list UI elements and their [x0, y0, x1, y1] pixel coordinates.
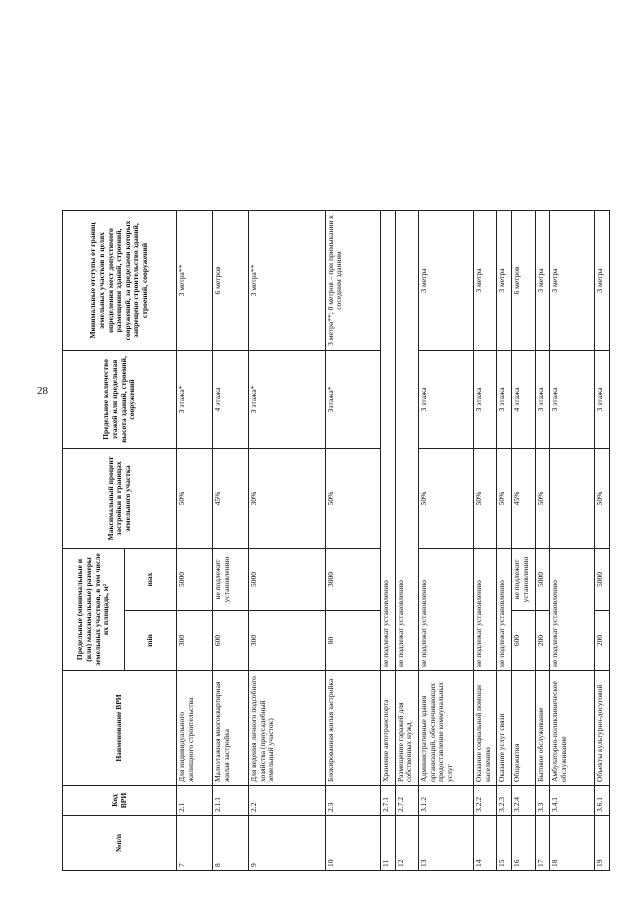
row-floors: 3 этажа*: [249, 350, 325, 448]
row-percent: 50%: [535, 448, 550, 548]
header-sizes: Предельные (минимальные и (или) максимальные) размеры земельных участков, в том числе их площадь, м²: [63, 548, 125, 670]
table-row: [418, 20, 473, 870]
row-percent: 50%: [474, 448, 497, 548]
row-num: 11: [380, 816, 395, 871]
row-floors: 3 этажа: [474, 350, 497, 448]
table-row: [535, 20, 550, 870]
row-code: 3.2.4: [512, 786, 535, 816]
row-name: Для индивидуального жилищного строительства: [177, 671, 213, 786]
row-setback: 3 метра: [497, 210, 512, 350]
row-min: 300: [177, 611, 213, 671]
row-setback: 3 метра**: [249, 210, 325, 350]
row-setback: 3 метра: [418, 210, 473, 350]
row-code: 3.2.3: [497, 786, 512, 816]
row-percent: 50%: [177, 448, 213, 548]
row-name: Для ведения личного подсобного хозяйства (приусадебный земельный участок): [249, 671, 325, 786]
row-name: Объекты культурно-досуговой: [595, 671, 610, 786]
row-max: 5000: [177, 548, 213, 610]
row-percent: 30%: [249, 448, 325, 548]
row-code: 3.1.2: [418, 786, 473, 816]
row-min: 80: [325, 611, 380, 671]
row-name: Размещение гаражей для собственных нужд: [395, 671, 418, 786]
row-num: 19: [595, 816, 610, 871]
row-sizes: не подлежат установлению: [418, 548, 473, 670]
row-min: 300: [249, 611, 325, 671]
row-min: 200: [595, 611, 610, 671]
row-sizes: не подлежат установлению: [497, 548, 512, 670]
row-setback: 3 метра**: [177, 210, 213, 350]
row-max: 5000: [249, 548, 325, 610]
row-max: 5000: [595, 548, 610, 610]
table-row: [177, 20, 213, 870]
row-percent: 50%: [497, 448, 512, 548]
row-floors: 3 этажа: [595, 350, 610, 448]
header-row: [63, 20, 125, 870]
header-percent: Максимальный процент застройки в границах земельного участка: [63, 448, 177, 548]
row-percent: 45%: [512, 448, 535, 548]
row-floors: 3 этажа: [497, 350, 512, 448]
table-row: [249, 20, 325, 870]
row-code: 2.7.1: [380, 786, 395, 816]
header-min: min: [125, 611, 177, 671]
row-max: не подлежит установлению: [213, 548, 249, 610]
row-name: Блокированная жилая застройка: [325, 671, 380, 786]
row-num: 10: [325, 816, 380, 871]
row-setback: 6 метров: [213, 210, 249, 350]
row-merged-value: не подлежат установлению: [380, 210, 395, 670]
row-min: 600: [213, 611, 249, 671]
header-name: Наименование ВРИ: [63, 671, 177, 786]
row-percent: 45%: [213, 448, 249, 548]
row-sizes: не подлежат установлению: [550, 548, 595, 670]
row-percent: 50%: [418, 448, 473, 548]
row-code: 2.1.1: [213, 786, 249, 816]
row-setback: 3 метра: [535, 210, 550, 350]
row-name: Общежития: [512, 671, 535, 786]
row-name: Бытовое обслуживание: [535, 671, 550, 786]
row-code: 2.3: [325, 786, 380, 816]
row-num: 14: [474, 816, 497, 871]
row-floors: 4 этажа: [512, 350, 535, 448]
header-code: Код ВРИ: [63, 786, 177, 816]
row-floors: 3этажа*: [325, 350, 380, 448]
table-row: [395, 20, 418, 870]
row-floors: 3 этажа: [535, 350, 550, 448]
table-row: [213, 20, 249, 870]
row-num: 8: [213, 816, 249, 871]
row-num: 7: [177, 816, 213, 871]
header-max: max: [125, 548, 177, 610]
row-setback: 3 метра: [550, 210, 595, 350]
table-row: [325, 20, 380, 870]
row-name: Хранение автотранспорта: [380, 671, 395, 786]
row-floors: 3 этажа*: [177, 350, 213, 448]
row-num: 16: [512, 816, 535, 871]
row-max: 3000: [325, 548, 380, 610]
header-floors: Предельное количество этажей или предельная высота зданий, строений, сооружений: [63, 350, 177, 448]
row-floors: 3 этажа: [418, 350, 473, 448]
row-code: 3.6.1: [595, 786, 610, 816]
row-setback: 3 метра: [474, 210, 497, 350]
row-setback: 3 метра**; 0 метров – при примыкании к соседним зданиям: [325, 210, 380, 350]
regulations-table: [62, 20, 610, 871]
header-setback: Минимальные отступы от границ земельных участков в целях определения мест допустимого размещения зданий, строений, сооружений, за пределами которых запрещено строительство зданий, строений, сооружений: [63, 210, 177, 350]
table-row: [550, 20, 595, 870]
row-code: 2.2: [249, 786, 325, 816]
table-row: [497, 20, 512, 870]
row-name: Оказание услуг связи: [497, 671, 512, 786]
row-min: 200: [535, 611, 550, 671]
row-floors: 3 этажа: [550, 350, 595, 448]
row-num: 17: [535, 816, 550, 871]
row-setback: 3 метра: [595, 210, 610, 350]
row-num: 12: [395, 816, 418, 871]
row-code: 3.3: [535, 786, 550, 816]
row-code: 2.1: [177, 786, 213, 816]
row-num: 13: [418, 816, 473, 871]
row-max: не подлежит установлению: [512, 548, 535, 610]
row-percent: 50%: [595, 448, 610, 548]
row-num: 15: [497, 816, 512, 871]
margin-spacer: [63, 20, 177, 210]
row-percent: [550, 448, 595, 548]
row-min: 600: [512, 611, 535, 671]
page-number: 28: [37, 385, 48, 397]
row-name: Оказание социальной помощи населению: [474, 671, 497, 786]
row-name: Амбулаторно-поликлиническое обслуживание: [550, 671, 595, 786]
row-floors: 4 этажа: [213, 350, 249, 448]
row-num: 18: [550, 816, 595, 871]
row-name: Малоэтажная многоквартирная жилая застройка: [213, 671, 249, 786]
header-num: №п/п: [63, 816, 177, 871]
rotated-table-wrapper: [62, 21, 610, 871]
row-max: 5000: [535, 548, 550, 610]
row-sizes: не подлежат установлению: [474, 548, 497, 670]
row-name: Административные здания организаций, обеспечивающих предоставление коммунальных услуг: [418, 671, 473, 786]
table-row: [380, 20, 395, 870]
table-row: [474, 20, 497, 870]
row-code: 3.2.2: [474, 786, 497, 816]
table-row: [595, 20, 610, 870]
table-row: [512, 20, 535, 870]
row-code: 2.7.2: [395, 786, 418, 816]
row-setback: 6 метров: [512, 210, 535, 350]
row-code: 3.4.1: [550, 786, 595, 816]
row-percent: 50%: [325, 448, 380, 548]
row-num: 9: [249, 816, 325, 871]
row-merged-value: не подлежат установлению: [395, 210, 418, 670]
